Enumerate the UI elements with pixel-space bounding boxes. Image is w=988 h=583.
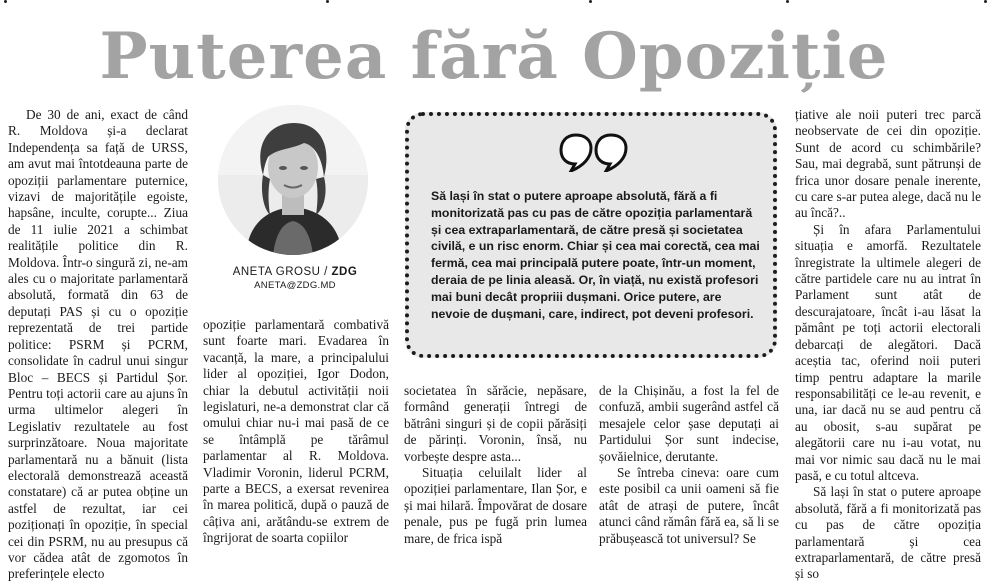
author-name: ANETA GROSU bbox=[232, 266, 321, 278]
portrait-image bbox=[218, 105, 368, 255]
top-rule-dots bbox=[0, 0, 988, 4]
article-column-5 bbox=[795, 107, 981, 583]
paragraph: de la Chișinău, a fost la fel de confuză, ambii sugerând astfel că mesajele celor șase deputați ai Partidului Șor sunt indecise, șovăielnice, derutante. bbox=[599, 383, 779, 464]
paragraph: societatea în sărăcie, nepăsare, formând generații întregi de bătrâni singuri și de copii părăsiți de părinți. Voronin, însă, nu vorbește despre asta... bbox=[404, 383, 587, 464]
article-column-3 bbox=[404, 383, 587, 547]
paragraph: Situația celuilalt lider al opoziției parlamentare, Ilan Șor, e și mai hilară. Împovărat de dosare penale, pus pe fugă prin lumea mare, de frica ispă bbox=[404, 465, 587, 546]
author-name-line: ANETA GROSU / ZDG bbox=[232, 266, 358, 278]
paragraph: opoziție parlamentară combativă sunt foarte mari. Evadarea în vacanță, la mare, a principalului lider al opoziției, Igor Dodon, chiar la debutul activității noii legislaturi, ne-a demonstrat clar că omului chiar nu-i mai pasă de ce se întâmplă pe tărâmul parlamentar al R. Moldova. Vladimir Voronin, liderul PCRM, parte a BECS, a exersat revenirea în marea politică, după o pauză de câțiva ani, arătându-se extrem de îngrijorat de soarta copiilor bbox=[203, 317, 389, 546]
pull-quote-box bbox=[405, 112, 777, 358]
paragraph: Să lași în stat o putere aproape absolută, fără a fi monitorizată pas cu pas de către opoziția parlamentară și cea extraparlamentară, de către presă și so bbox=[795, 484, 981, 582]
paragraph: țiative ale noii puteri trec parcă neobservate de cei din opoziție. Sunt de acord cu schimbările? Sau, mai degrabă, sunt pătrunși de frica unor dosare penale inerente, cu care s-ar putea alege, dacă nu le au încă?.. bbox=[795, 107, 981, 221]
article-title: Puterea fără Opoziție bbox=[99, 19, 889, 94]
article-column-1 bbox=[8, 107, 188, 583]
author-publication: ZDG bbox=[331, 266, 358, 278]
quotation-marks-icon bbox=[559, 132, 629, 172]
paragraph: De 30 de ani, exact de când R. Moldova și-a declarat Independența sa față de URSS, am avut mai întotdeauna parte de opoziții parlamentare puternice, vizavi de majoritățile egoiste, hapsâne, inculte, corupte... Ziua de 11 iulie 2021 a schimbat realitățile politice din R. Moldova. Într-o singură zi, ne-am ales cu o majoritate parlamentară absolută, formată din 63 de deputați PAS și cu o opoziție reprezentată de trei partide politice: PSRM și PCRM, consolidate în cadrul unui singur Bloc – BECS și Partidul Șor. Pentru toți actorii care au ajuns în urma ultimelor alegeri în Legislativ rezultatele au fost surprinzătoare. Noua majoritate parlamentară nu a bănuit (lista electorală demonstrează această constatare) că ar putea obține un astfel de rezultat, iar cei poziționați în opoziție, în special cei din PSRM, nu au presupus că vor cădea atât de zgomotos în preferințele electo bbox=[8, 107, 188, 582]
article-column-4 bbox=[599, 383, 779, 547]
paragraph: Se întreba cineva: oare cum este posibil ca unii oameni să fie atât de atrași de putere, încât atunci când rămân fără ea, să li se prăbușească tot universul? Se bbox=[599, 465, 779, 546]
author-email: ANETA@ZDG.MD bbox=[254, 280, 336, 291]
paragraph: Și în afara Parlamentului situația e amorfă. Rezultatele înregistrate la ultimele alegeri de către partidele care nu au intrat în Parlament sunt atât de descurajatoare, încât i-au lăsat la pământ pe toți actorii electorali debarcați de alegători. Dacă aceștia tac, oferind noii puteri timp pentru adaptare la marile responsabilități ce le-au revenit, e una, iar dacă nu se aud pentru că au obosit, s-au supărat pe alegătorii care nu i-au votat, nu mai vor nimic sau dacă nu le mai pasă, e cu totul altceva. bbox=[795, 221, 981, 483]
author-byline bbox=[200, 266, 390, 291]
author-portrait bbox=[218, 105, 368, 255]
article-column-2 bbox=[203, 317, 389, 547]
pull-quote-text: Să lași în stat o putere aproape absolută, fără a fi monitorizată pas cu pas de către opoziția parlamentară și cea extraparlamentară, de către presă și societatea civilă, e un risc enorm. Chiar și cea mai corectă, cea mai fermă, cea mai principală putere poate, într-un moment, deraia de pe linia aleasă. Or, în viață, nu există profesori mai buni decât propriii dușmani. Orice putere, are nevoie de dușmani, care, indirect, pot deveni profesori. bbox=[431, 189, 760, 321]
